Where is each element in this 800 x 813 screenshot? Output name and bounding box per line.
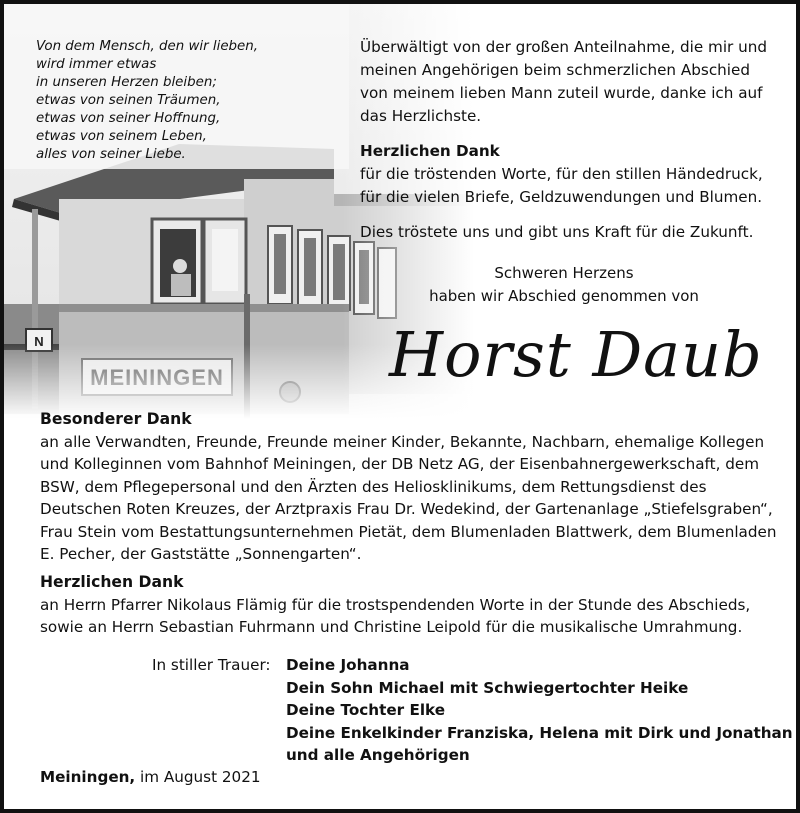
comfort-text: Dies tröstete uns und gibt uns Kraft für die Zukunft. [360,223,754,241]
second-thanks-heading: Herzlichen Dank [40,573,184,591]
thanks-line: für die tröstenden Worte, für den stillen Händedruck, [360,165,763,183]
special-thanks-heading: Besonderer Dank [40,410,192,428]
mourner-name: Deine Enkelkinder Franziska, Helena mit Dirk und Jonathan [286,723,793,742]
farewell-line-2: haben wir Abschied genommen von [429,287,699,305]
mourner-name: Deine Tochter Elke [286,701,446,719]
mourner-name: Dein Sohn Michael mit Schwiegertochter Heike [286,678,689,697]
special-thanks-section [40,408,780,566]
poem-line: alles von seiner Liebe. [36,147,186,162]
poem-line: etwas von seiner Hoffnung, [36,111,221,126]
second-thanks-text: an Herrn Pfarrer Nikolaus Flämig für die trostspendenden Worte in der Stunde des Abschieds, sowie an Herrn Sebastian Fuhrmann und Christine Leipold für die musikalische Umrahmung. [40,595,751,636]
mourners-label: In stiller Trauer: [152,656,271,674]
mourners-list [286,654,793,767]
intro-column [360,36,780,244]
poem-line: Von dem Mensch, den wir lieben, [36,39,259,54]
thanks-line: für die vielen Briefe, Geldzuwendungen und Blumen. [360,188,763,206]
deceased-name: Horst Daub [389,318,763,391]
mourner-name: und alle Angehörigen [286,746,470,764]
farewell-line-1: Schweren Herzens [494,264,634,282]
second-thanks-section [40,571,780,639]
poem-line: in unseren Herzen bleiben; [36,75,217,90]
poem-line: etwas von seinen Träumen, [36,93,221,108]
special-thanks-text: an alle Verwandten, Freunde, Freunde meiner Kinder, Bekannte, Nachbarn, ehemalige Kollegen und Kolleginnen vom Bahnhof Meiningen, der DB Netz AG, der Eisenbahnergewerkschaft, dem BSW, dem Pflegepersonal und den Ärzten des Heliosklinikums, dem Rettungsdienst des Deutschen Roten Kreuzes, der Arztpraxis Frau Dr. Wedekind, der Gartenanlage „Stiefelsgraben“, Frau Stein vom Bestattungsunternehmen Pietät, dem Blumenladen Blattwerk, dem Blumenladen E. Pecher, der Gaststätte „Sonnengarten“. [40,432,777,563]
poem-line: etwas von seinem Leben, [36,129,207,144]
place-date [40,766,261,788]
poem [36,38,356,164]
date: im August 2021 [135,768,261,786]
intro-paragraph: Überwältigt von der großen Anteilnahme, die mir und meinen Angehörigen beim schmerzlichen Abschied von meinem lieben Mann zuteil wurde, danke ich auf das Herzlichste. [360,38,767,125]
thanks-heading: Herzlichen Dank [360,142,500,160]
poem-line: wird immer etwas [36,57,157,72]
mourner-name: Deine Johanna [286,656,410,674]
place: Meiningen, [40,768,136,786]
